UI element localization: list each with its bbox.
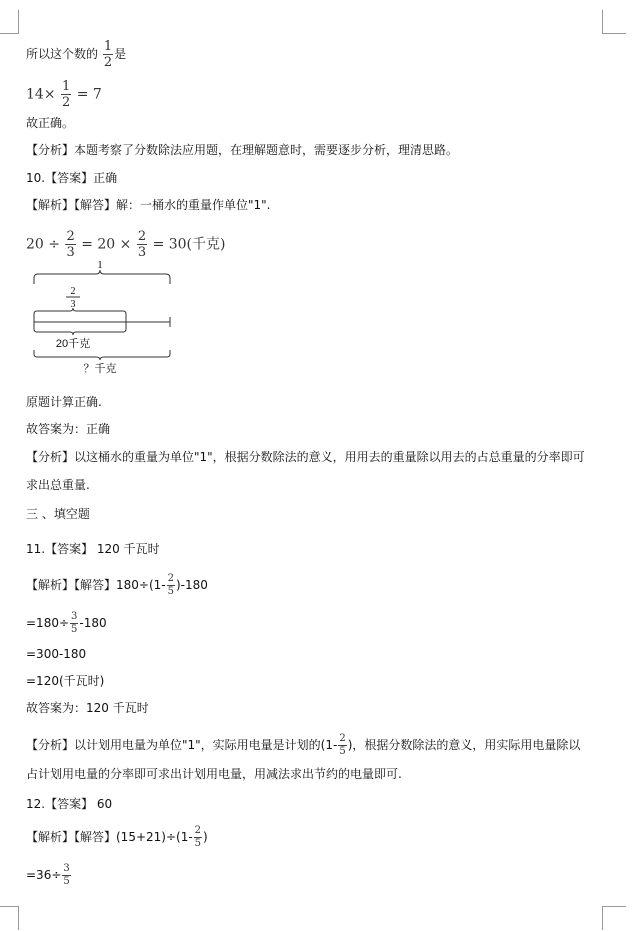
q9-analysis: 【分析】本题考察了分数除法应用题，在理解题意时，需要逐步分析，理清思路。: [26, 143, 459, 157]
part-upper-brace: [34, 308, 126, 318]
q11-step3: =120(千瓦时): [26, 674, 105, 688]
q9-conclusion: 故正确。: [26, 116, 75, 130]
q12-step1-fraction: $\frac{3}{5}$: [63, 863, 70, 887]
q11-sol-fraction: $\frac{2}{5}$: [167, 573, 174, 597]
q11-solution: 【解析】【解答】180÷(1- $\frac{2}{5}$ )-180: [26, 573, 208, 597]
q12-sol-fraction: $\frac{2}{5}$: [194, 825, 202, 849]
q11-final: 故答案为：120 千瓦时: [26, 701, 149, 715]
top-left-corner-mark-h: [0, 33, 19, 34]
top-right-corner-mark-h: [602, 33, 626, 34]
q10-solution: 【解析】【解答】解：一桶水的重量作单位"1".: [26, 198, 271, 212]
q11-step2: =300-180: [26, 647, 87, 661]
q11-step1-fraction: $\frac{3}{5}$: [71, 611, 78, 635]
q10-verify: 原题计算正确.: [26, 395, 102, 409]
section-title: 三 、填空题: [26, 507, 90, 521]
q11-analysis-line1: 【分析】以计划用电量为单位"1"，实际用电量是计划的(1- $\frac{2}{5}$ )，根据分数除法的意义，用实际用电量除以: [26, 733, 581, 757]
bottom-right-corner-mark-h: [602, 906, 626, 907]
q11-answer: 11.【答案】 120 千瓦时: [26, 542, 160, 556]
part-frac-num: 2: [70, 286, 76, 297]
top-left-corner-mark: [18, 10, 19, 34]
part-kg-label: 20千克: [55, 338, 91, 350]
q12-step1: =36÷ $\frac{3}{5}$: [26, 863, 70, 887]
segment-diagram: [26, 259, 186, 380]
q10-final: 故答案为：正确: [26, 422, 111, 436]
bottom-left-corner-mark: [18, 906, 19, 930]
top-right-corner-mark: [602, 10, 603, 34]
q10-answer: 10.【答案】正确: [26, 171, 118, 185]
q10-eq-fraction-1: $\frac{2}{3}$: [66, 229, 75, 260]
total-label: 1: [97, 259, 103, 271]
q10-analysis-line2: 求出总重量.: [26, 478, 90, 492]
part-frac-den: 3: [70, 299, 76, 310]
q11-step1: =180÷ $\frac{3}{5}$ -180: [26, 611, 107, 635]
unknown-brace: [34, 350, 170, 360]
q11-analysis-line2: 占计划用电量的分率即可求出计划用电量，用减法求出节约的电量即可.: [26, 767, 402, 781]
q9-equation: 14× $\frac{1}{2}$ = 7: [26, 79, 102, 110]
bottom-right-corner-mark: [602, 906, 603, 930]
q9-line1-suffix: 是: [114, 47, 127, 61]
q9-line1: [26, 40, 126, 69]
q9-line1-text: 所以这个数的: [26, 47, 99, 61]
q10-equation: 20 ÷ $\frac{2}{3}$ = 20 × $\frac{2}{3}$ = 30(千克): [26, 229, 226, 260]
part-lower-brace: [34, 326, 126, 335]
total-brace: [34, 270, 170, 284]
q10-eq-fraction-2: $\frac{2}{3}$: [137, 229, 147, 260]
segment-diagram-svg: [26, 259, 186, 380]
q9-equation-fraction: $\frac{1}{2}$: [62, 79, 71, 110]
bottom-left-corner-mark-h: [0, 906, 19, 907]
unknown-kg-label: ？千克: [83, 363, 117, 375]
q12-solution: 【解析】【解答】(15+21)÷(1- $\frac{2}{5}$ ): [26, 825, 208, 849]
q9-line1-fraction: $\frac{1}{2}$: [103, 39, 113, 70]
q11-analysis-fraction: $\frac{2}{5}$: [339, 733, 346, 757]
q12-answer: 12.【答案】 60: [26, 797, 113, 811]
q10-analysis-line1: 【分析】以这桶水的重量为单位"1"，根据分数除法的意义，用用去的重量除以用去的占总重量的分率即可: [26, 450, 585, 464]
